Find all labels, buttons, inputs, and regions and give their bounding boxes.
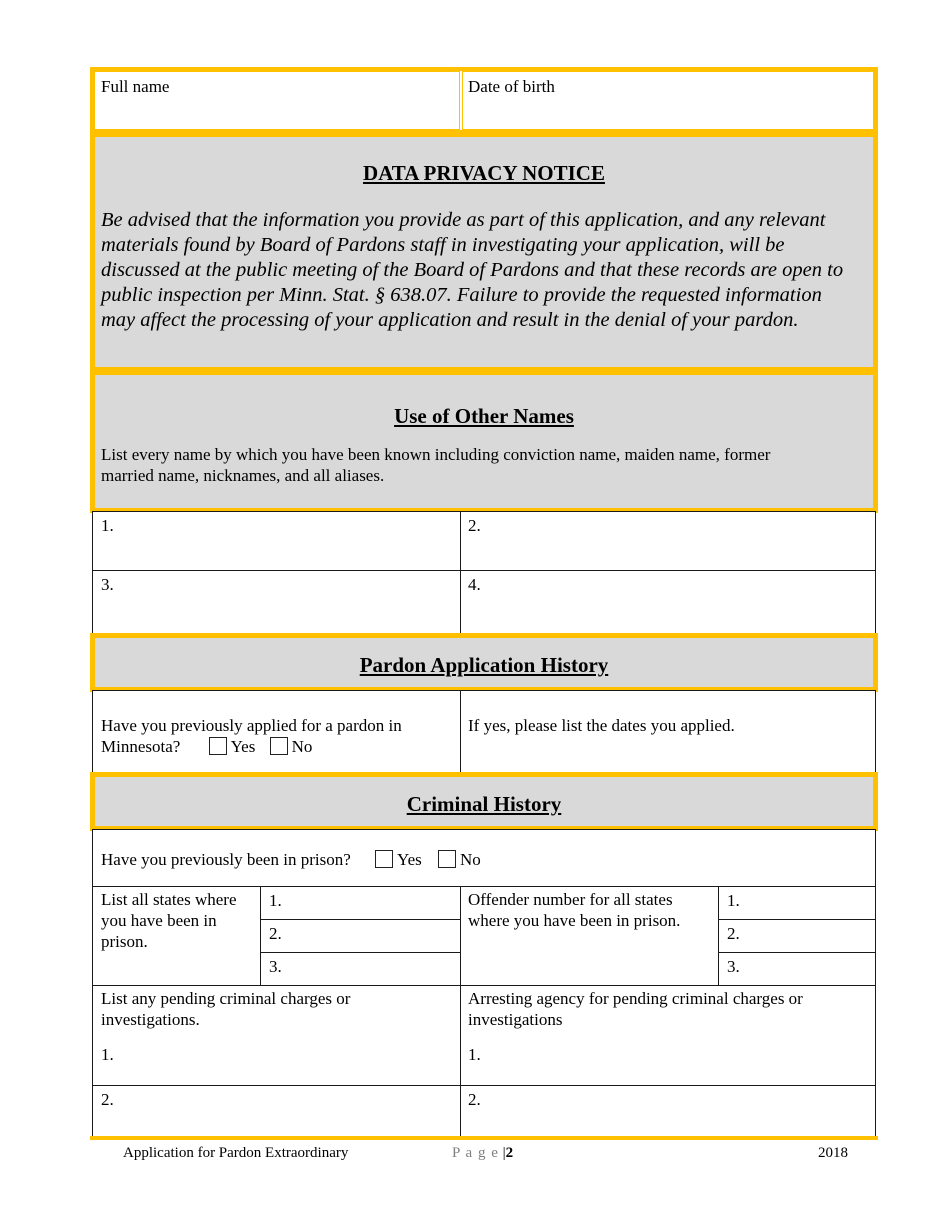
states-label-1: List all states where xyxy=(101,890,237,909)
pardon-yes-checkbox[interactable] xyxy=(209,737,227,755)
other-names-heading: Use of Other Names xyxy=(394,404,574,428)
other-names-box xyxy=(90,370,878,513)
pardon-no-checkbox[interactable] xyxy=(270,737,288,755)
pending-charges-field-2[interactable] xyxy=(92,1085,461,1137)
footer-page-sep: | xyxy=(502,1145,506,1161)
privacy-line-2: materials found by Board of Pardons staff in investigating your application, will be xyxy=(101,234,785,256)
states-label-2: you have been in xyxy=(101,911,217,930)
other-names-instr-1: List every name by which you have been known including conviction name, maiden name, former xyxy=(101,445,771,464)
agency-slot-2: 2. xyxy=(468,1090,481,1109)
state-num: 2. xyxy=(269,924,282,943)
privacy-line-3: discussed at the public meeting of the Board of Pardons and that these records are open to xyxy=(101,259,844,281)
pending-slot-1: 1. xyxy=(101,1045,114,1064)
footer-year: 2018 xyxy=(818,1145,848,1161)
other-name-slot-4[interactable] xyxy=(460,570,876,635)
agency-slot-1: 1. xyxy=(468,1045,481,1064)
arresting-agency-field-1[interactable] xyxy=(460,985,876,1086)
pardon-question-cell xyxy=(92,690,461,773)
offender-num: 3. xyxy=(727,957,740,976)
footer-page xyxy=(452,1145,513,1162)
slot-number: 4. xyxy=(468,575,481,594)
footer-page-word: P a g e xyxy=(452,1145,499,1161)
offender-num: 1. xyxy=(727,891,740,910)
offender-field-3[interactable] xyxy=(718,952,876,986)
offender-label-2: where you have been in prison. xyxy=(468,911,681,930)
footer-page-number: 2 xyxy=(505,1145,514,1161)
privacy-line-5: may affect the processing of your application and result in the denial of your pardon. xyxy=(101,309,799,331)
pardon-question-line-1: Have you previously applied for a pardon in xyxy=(101,716,402,735)
privacy-line-1: Be advised that the information you provide as part of this application, and any relevant xyxy=(101,209,826,231)
prison-yes-label: Yes xyxy=(397,850,422,869)
state-num: 3. xyxy=(269,957,282,976)
other-name-slot-2[interactable] xyxy=(460,511,876,571)
pardon-question-label: Minnesota? xyxy=(101,737,181,756)
pending-slot-2: 2. xyxy=(101,1090,114,1109)
prison-no-checkbox[interactable] xyxy=(438,850,456,868)
privacy-line-4: public inspection per Minn. Stat. § 638.07. Failure to provide the requested information xyxy=(101,284,822,306)
other-name-slot-3[interactable] xyxy=(92,570,461,635)
dob-field[interactable] xyxy=(462,71,874,130)
full-name-field[interactable] xyxy=(94,71,460,130)
other-names-instr-2: married name, nicknames, and all aliases. xyxy=(101,466,385,485)
criminal-history-heading: Criminal History xyxy=(406,792,562,816)
state-num: 1. xyxy=(269,891,282,910)
dob-label: Date of birth xyxy=(468,77,555,96)
state-field-3[interactable] xyxy=(260,952,461,986)
criminal-history-header xyxy=(90,772,878,831)
offender-num: 2. xyxy=(727,924,740,943)
pending-label-1: List any pending criminal charges or xyxy=(101,989,351,1008)
full-name-label: Full name xyxy=(101,77,170,96)
states-label-cell xyxy=(92,886,261,986)
prison-question-label: Have you previously been in prison? xyxy=(101,850,351,869)
slot-number: 3. xyxy=(101,575,114,594)
pardon-dates-field[interactable] xyxy=(460,690,876,773)
footer-rule xyxy=(90,1136,878,1140)
pardon-history-heading: Pardon Application History xyxy=(359,653,609,677)
prison-yes-checkbox[interactable] xyxy=(375,850,393,868)
offender-field-1[interactable] xyxy=(718,886,876,920)
pending-label-2: investigations. xyxy=(101,1010,200,1029)
pardon-question-line-2 xyxy=(101,736,312,757)
privacy-heading: DATA PRIVACY NOTICE xyxy=(363,161,605,185)
pardon-yes-label: Yes xyxy=(230,737,256,756)
state-field-1[interactable] xyxy=(260,886,461,920)
state-field-2[interactable] xyxy=(260,919,461,953)
pending-charges-field-1[interactable] xyxy=(92,985,461,1086)
prison-question-row xyxy=(92,829,876,887)
agency-label-2: investigations xyxy=(468,1010,563,1029)
prison-question xyxy=(101,849,481,870)
pardon-dates-label: If yes, please list the dates you applied. xyxy=(468,716,735,735)
slot-number: 2. xyxy=(468,516,481,535)
prison-no-label: No xyxy=(460,850,481,869)
pardon-no-label: No xyxy=(291,737,313,756)
agency-label-1: Arresting agency for pending criminal charges or xyxy=(468,989,803,1008)
arresting-agency-field-2[interactable] xyxy=(460,1085,876,1137)
pardon-history-header xyxy=(90,633,878,692)
offender-label-1: Offender number for all states xyxy=(468,890,673,909)
other-name-slot-1[interactable] xyxy=(92,511,461,571)
privacy-notice-box xyxy=(90,132,878,372)
slot-number: 1. xyxy=(101,516,114,535)
footer-title: Application for Pardon Extraordinary xyxy=(123,1145,349,1161)
offender-field-2[interactable] xyxy=(718,919,876,953)
offender-label-cell xyxy=(460,886,719,986)
states-label-3: prison. xyxy=(101,932,148,951)
